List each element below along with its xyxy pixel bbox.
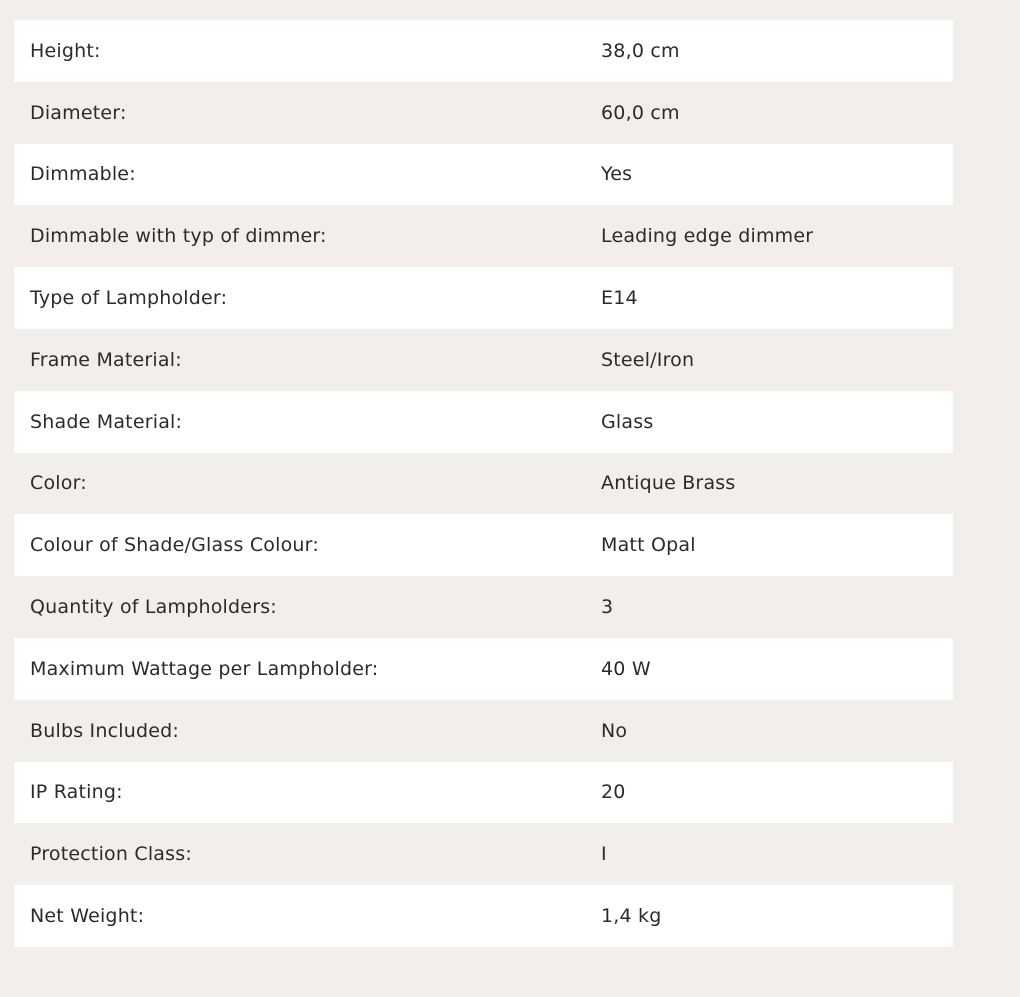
spec-value: 3 (601, 596, 614, 619)
spec-label: Diameter: (30, 101, 127, 124)
spec-label: Maximum Wattage per Lampholder: (30, 657, 379, 680)
spec-row-diameter (14, 82, 953, 144)
spec-label: Dimmable: (30, 163, 136, 186)
spec-value: Glass (601, 410, 654, 433)
spec-row-color (14, 453, 953, 515)
spec-label: Dimmable with typ of dimmer: (30, 225, 327, 248)
spec-label: Type of Lampholder: (30, 287, 228, 310)
spec-value: No (601, 719, 628, 742)
spec-label: Shade Material: (30, 410, 183, 433)
spec-row-lampholder-type (14, 267, 953, 329)
spec-label: Color: (30, 472, 87, 495)
spec-row-lampholder-quantity (14, 576, 953, 638)
spec-row-ip-rating (14, 762, 953, 824)
spec-value: 1,4 kg (601, 905, 662, 928)
spec-value: Steel/Iron (601, 348, 695, 371)
spec-value: 38,0 cm (601, 39, 680, 62)
spec-value: I (601, 843, 607, 866)
spec-value: 60,0 cm (601, 101, 680, 124)
spec-label: Bulbs Included: (30, 719, 179, 742)
spec-value: Antique Brass (601, 472, 736, 495)
spec-row-frame-material (14, 329, 953, 391)
spec-row-protection-class (14, 823, 953, 885)
spec-value: 40 W (601, 657, 651, 680)
spec-row-max-wattage (14, 638, 953, 700)
spec-label: Protection Class: (30, 843, 192, 866)
spec-value: E14 (601, 287, 638, 310)
spec-row-shade-material (14, 391, 953, 453)
spec-label: Frame Material: (30, 348, 182, 371)
spec-value: 20 (601, 781, 626, 804)
spec-value: Yes (601, 163, 633, 186)
spec-label: Height: (30, 39, 101, 62)
spec-label: Colour of Shade/Glass Colour: (30, 534, 319, 557)
spec-table (14, 20, 953, 947)
spec-row-dimmer-type (14, 205, 953, 267)
spec-row-dimmable (14, 144, 953, 206)
spec-row-bulbs-included (14, 700, 953, 762)
spec-row-shade-colour (14, 514, 953, 576)
spec-label: IP Rating: (30, 781, 123, 804)
spec-row-net-weight (14, 885, 953, 947)
spec-value: Matt Opal (601, 534, 696, 557)
spec-value: Leading edge dimmer (601, 225, 814, 248)
spec-label: Net Weight: (30, 905, 145, 928)
spec-label: Quantity of Lampholders: (30, 596, 277, 619)
spec-row-height (14, 20, 953, 82)
